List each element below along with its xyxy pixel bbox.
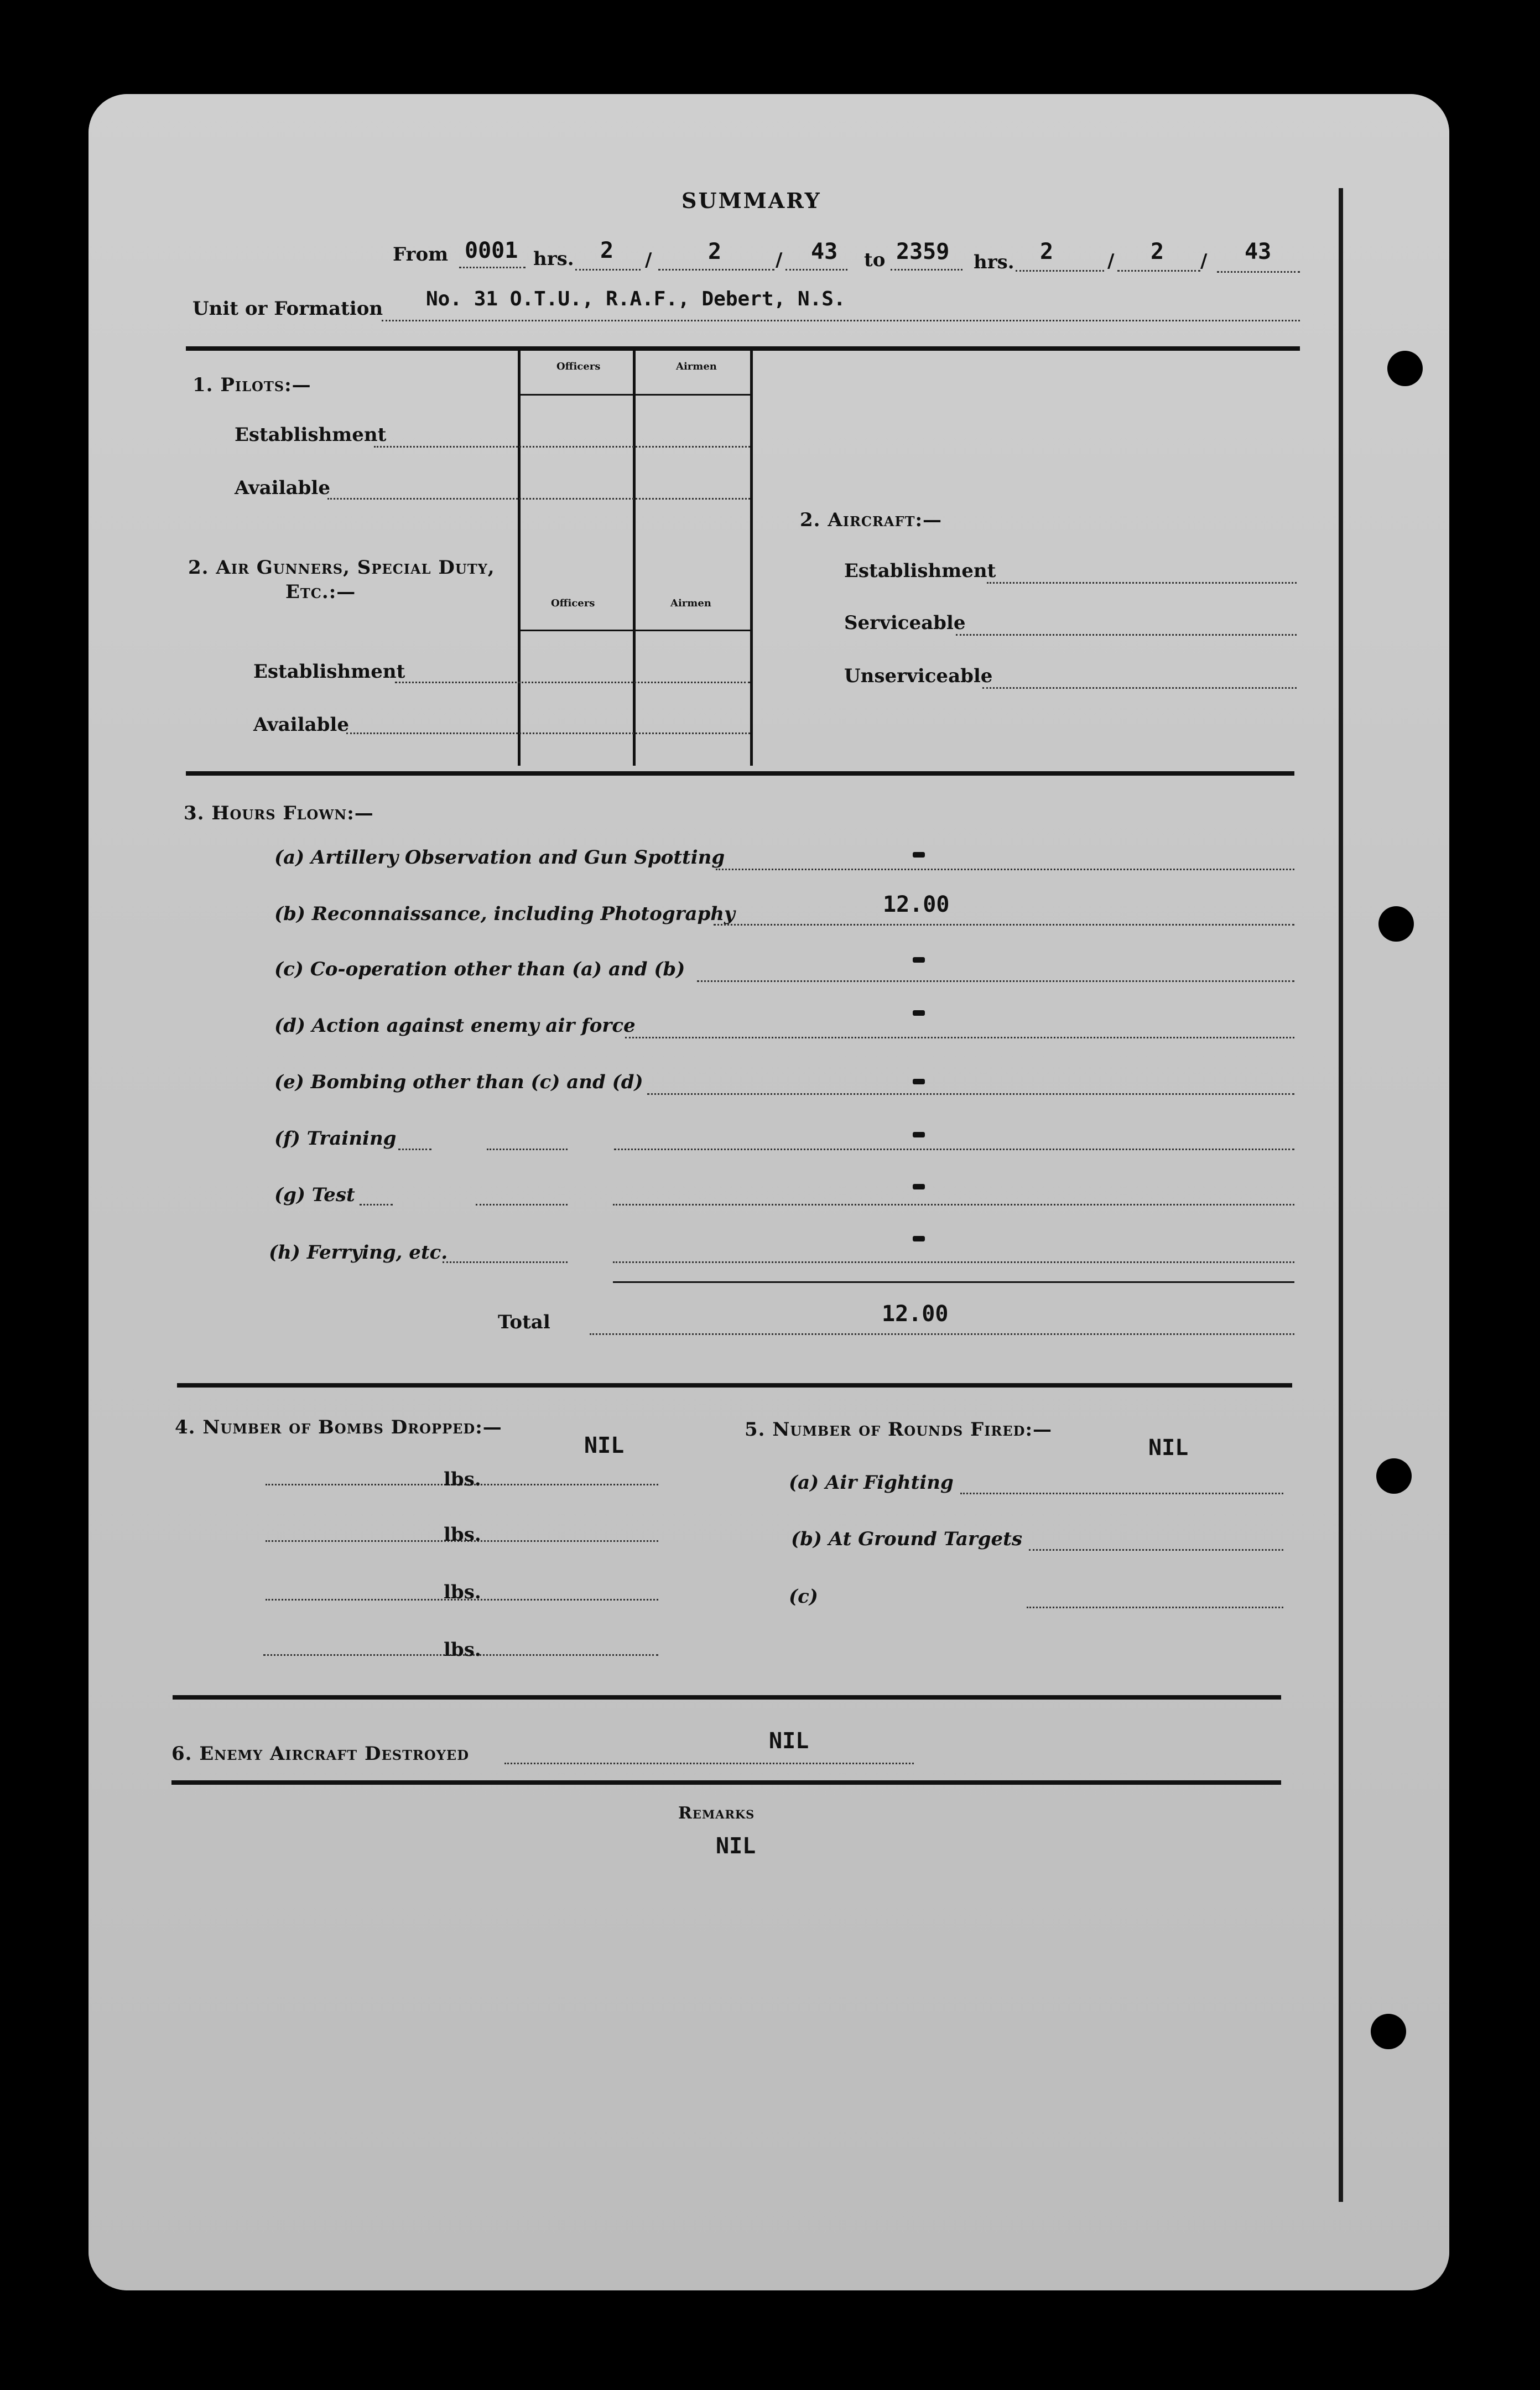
unit-line <box>382 320 1300 321</box>
pilots-available-line <box>327 498 750 500</box>
to-time: 2359 <box>896 239 950 264</box>
to-day: 2 <box>1040 239 1054 264</box>
bombs-row-3-unit: lbs. <box>444 1581 481 1603</box>
rounds-b-line <box>1029 1549 1283 1551</box>
gunners-available-line <box>346 732 750 734</box>
hours-row-h-line-2 <box>613 1261 1294 1263</box>
to-year-line <box>1217 271 1300 273</box>
hours-row-e-value <box>913 1079 925 1084</box>
gunners-col-airmen: Airmen <box>670 598 711 609</box>
to-month-line <box>1117 270 1200 272</box>
gunners-available-label: Available <box>253 714 349 736</box>
section-3-rule <box>177 1383 1292 1388</box>
hours-row-f-line-3 <box>614 1149 1294 1150</box>
hours-row-d-value <box>913 1010 925 1016</box>
to-time-line <box>891 269 962 271</box>
hours-row-e-label: (e) Bombing other than (c) and (d) <box>274 1071 643 1093</box>
from-year-line <box>785 269 847 271</box>
pilots-col-officers: Officers <box>556 361 601 372</box>
hours-total-line <box>590 1333 1294 1335</box>
hours-row-g-line-2 <box>476 1204 568 1206</box>
bombs-heading: 4. Number of Bombs Dropped:— <box>175 1416 502 1438</box>
rounds-a-line <box>960 1493 1283 1494</box>
from-year: 43 <box>811 239 838 264</box>
slash-1: / <box>645 249 652 271</box>
hours-row-g-label: (g) Test <box>274 1184 355 1206</box>
hours-row-g-line-1 <box>360 1204 393 1206</box>
bombs-value: NIL <box>584 1433 625 1458</box>
hours-row-b-line <box>714 924 1294 926</box>
header-rule <box>186 346 1300 351</box>
from-month-line <box>658 269 774 271</box>
hours-heading: 3. Hours Flown:— <box>184 802 374 824</box>
gunners-heading-1: 2. Air Gunners, Special Duty, <box>188 557 495 579</box>
hours-row-f-label: (f) Training <box>274 1128 397 1150</box>
rounds-a-label: (a) Air Fighting <box>789 1472 954 1494</box>
slash-2: / <box>776 249 783 271</box>
slash-4: / <box>1200 250 1208 272</box>
pilots-col-header-rule <box>520 394 751 396</box>
right-margin-rule <box>1339 188 1343 2202</box>
pilots-establishment-line <box>374 446 750 448</box>
hours-row-e-line <box>647 1093 1294 1095</box>
aircraft-establishment-line <box>987 582 1297 584</box>
enemy-value: NIL <box>769 1728 809 1754</box>
to-label: to <box>864 249 886 271</box>
form-title: SUMMARY <box>681 188 821 213</box>
enemy-line <box>504 1763 914 1764</box>
hours-row-c-line <box>697 980 1294 982</box>
gunners-establishment-line <box>395 682 750 683</box>
from-time-line <box>459 267 526 268</box>
gunners-col-officers: Officers <box>551 598 595 609</box>
enemy-heading: 6. Enemy Aircraft Destroyed <box>171 1743 470 1765</box>
to-day-line <box>1016 270 1104 272</box>
hours-row-b-label: (b) Reconnaissance, including Photography <box>274 903 735 925</box>
gunners-heading-2: Etc.:— <box>285 581 356 603</box>
rounds-value: NIL <box>1148 1435 1189 1461</box>
remarks-heading: Remarks <box>678 1804 755 1823</box>
hours-row-h-line-1 <box>443 1261 568 1263</box>
hours-total-label: Total <box>498 1311 550 1333</box>
rounds-b-label: (b) At Ground Targets <box>791 1528 1023 1550</box>
from-day-line <box>575 269 641 271</box>
pilots-heading: 1. Pilots:— <box>192 374 311 396</box>
binder-hole-2 <box>1378 906 1414 942</box>
gunners-col-header-rule <box>520 630 751 631</box>
hours-row-f-value <box>913 1132 925 1137</box>
aircraft-unserviceable-line <box>982 687 1297 689</box>
aircraft-serviceable-label: Serviceable <box>844 612 966 634</box>
hours-row-a-line <box>716 869 1294 870</box>
hours-row-d-line <box>625 1037 1294 1038</box>
grid-vline-2 <box>633 350 636 766</box>
hours-row-g-value <box>913 1184 925 1189</box>
hours-row-c-value <box>913 957 925 963</box>
hours-total-value: 12.00 <box>882 1301 949 1327</box>
section-2-rule <box>186 771 1294 776</box>
section-5-rule <box>173 1695 1281 1700</box>
aircraft-serviceable-line <box>956 634 1297 636</box>
from-day: 2 <box>600 238 614 263</box>
to-year: 43 <box>1245 239 1272 264</box>
hours-row-d-label: (d) Action against enemy air force <box>274 1015 636 1037</box>
hours-row-h-label: (h) Ferrying, etc. <box>269 1241 448 1264</box>
pilots-available-label: Available <box>235 477 330 499</box>
binder-hole-1 <box>1387 351 1423 386</box>
to-month: 2 <box>1151 239 1164 264</box>
hours-total-rule <box>613 1281 1294 1283</box>
bombs-row-2-unit: lbs. <box>444 1524 481 1546</box>
from-month: 2 <box>708 239 722 264</box>
hours-row-b-value: 12.00 <box>883 892 950 917</box>
pilots-col-airmen: Airmen <box>676 361 717 372</box>
binder-hole-4 <box>1371 2014 1406 2049</box>
slash-3: / <box>1107 250 1115 272</box>
pilots-establishment-label: Establishment <box>235 424 387 446</box>
bombs-row-4-unit: lbs. <box>444 1639 481 1661</box>
hours-row-a-value <box>913 852 925 858</box>
grid-vline-1 <box>518 350 521 766</box>
hours-row-g-line-3 <box>613 1204 1294 1206</box>
section-6-rule <box>171 1780 1281 1785</box>
hours-row-a-label: (a) Artillery Observation and Gun Spotting <box>274 846 725 869</box>
hours-row-f-line-1 <box>398 1149 431 1150</box>
rounds-c-line <box>1027 1607 1283 1608</box>
unit-value: No. 31 O.T.U., R.A.F., Debert, N.S. <box>426 288 846 310</box>
from-time: 0001 <box>465 238 518 263</box>
remarks-value: NIL <box>716 1833 756 1859</box>
hrs-label: hrs. <box>533 248 574 270</box>
aircraft-heading: 2. Aircraft:— <box>800 509 942 531</box>
aircraft-unserviceable-label: Unserviceable <box>844 665 993 687</box>
to-hrs-label: hrs. <box>974 251 1014 273</box>
gunners-establishment-label: Establishment <box>253 661 405 683</box>
bombs-row-1-unit: lbs. <box>444 1468 481 1490</box>
from-label: From <box>393 243 449 266</box>
hours-row-f-line-2 <box>487 1149 568 1150</box>
aircraft-establishment-label: Establishment <box>844 560 996 582</box>
hours-row-h-value <box>913 1236 925 1241</box>
rounds-c-label: (c) <box>789 1586 818 1608</box>
unit-label: Unit or Formation <box>192 298 383 320</box>
binder-hole-3 <box>1376 1458 1412 1494</box>
grid-vline-3 <box>750 350 753 766</box>
rounds-heading: 5. Number of Rounds Fired:— <box>745 1419 1053 1441</box>
hours-row-c-label: (c) Co-operation other than (a) and (b) <box>274 958 685 980</box>
